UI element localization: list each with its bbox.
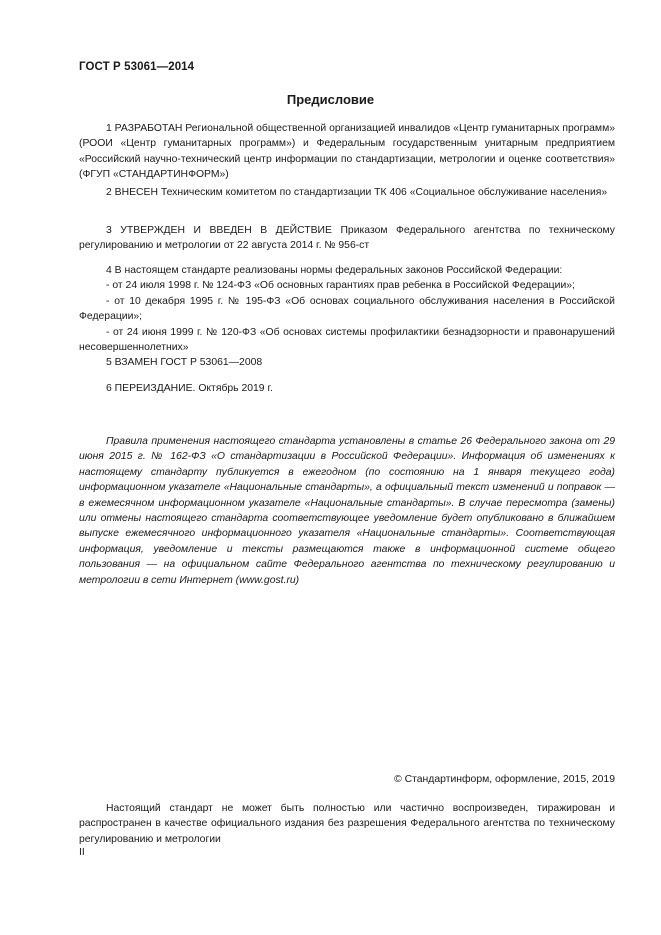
law-reference-1: - от 24 июля 1998 г. № 124-ФЗ «Об основных гарантиях прав ребенка в Российской Федерации»; — [106, 280, 575, 292]
foreword-item-1: 1 РАЗРАБОТАН Региональной общественной организацией инвалидов «Центр гуманитарных программ» (РООИ «Центр гуманитарных программ») и Федеральным государственным унитарным предприятием «Российский научно-технический центр информации по стандартизации, метрологии и оценке соответствия» (ФГУП «СТАНДАРТИНФОРМ») — [79, 123, 615, 181]
copyright-line: © Стандартинформ, оформление, 2015, 2019 — [394, 774, 615, 785]
law-reference-2: - от 10 декабря 1995 г. № 195-ФЗ «Об основах социального обслуживания населения в Российской Федерации»; — [79, 295, 615, 323]
foreword-item-4-intro: 4 В настоящем стандарте реализованы нормы федеральных законов Российской Федерации: — [106, 265, 563, 276]
law-reference-3: - от 24 июня 1999 г. № 120-ФЗ «Об основах системы профилактики безнадзорности и правонарушений несовершеннолетних» — [79, 326, 615, 354]
foreword-item-6: 6 ПЕРЕИЗДАНИЕ. Октябрь 2019 г. — [106, 383, 273, 394]
foreword-item-5: 5 ВЗАМЕН ГОСТ Р 53061—2008 — [106, 357, 263, 368]
reproduction-notice: Настоящий стандарт не может быть полностью или частично воспроизведен, тиражирован и распространен в качестве официального издания без разрешения Федерального агентства по техническому регулированию и метрологии — [79, 803, 615, 845]
standard-number-header: ГОСТ Р 53061—2014 — [79, 61, 195, 73]
application-rules-note: Правила применения настоящего стандарта установлены в статье 26 Федерального закона от 29 июня 2015 г. № 162-ФЗ «О стандартизации в Российской Федерации». Информация об изменениях к настоящему стандарту публикуется в ежегодном (по состоянию на 1 января текущего года) информационном указателе «Национальные стандарты», а официальный текст изменений и поправок — в ежемесячном информационном указателе «Национальные стандарты». В случае пересмотра (замены) или отмены настоящего стандарта соответствующее уведомление будет опубликовано в ближайшем выпуске ежемесячного информационного указателя «Национальные стандарты». Соответствующая информация, уведомление и тексты размещаются также в информационной системе общего пользования — на официальном сайте Федерального агентства по техническому регулированию и метрологии в сети Интернет (www.gost.ru) — [79, 436, 615, 586]
foreword-item-2: 2 ВНЕСЕН Техническим комитетом по стандартизации ТК 406 «Социальное обслуживание населения» — [106, 187, 608, 198]
page-title: Предисловие — [286, 92, 375, 107]
foreword-item-4 — [79, 263, 615, 355]
page-number: II — [79, 847, 85, 858]
foreword-item-3: 3 УТВЕРЖДЕН И ВВЕДЕН В ДЕЙСТВИЕ Приказом Федерального агентства по техническому регулированию и метрологии от 22 августа 2014 г. № 956-ст — [79, 225, 615, 252]
